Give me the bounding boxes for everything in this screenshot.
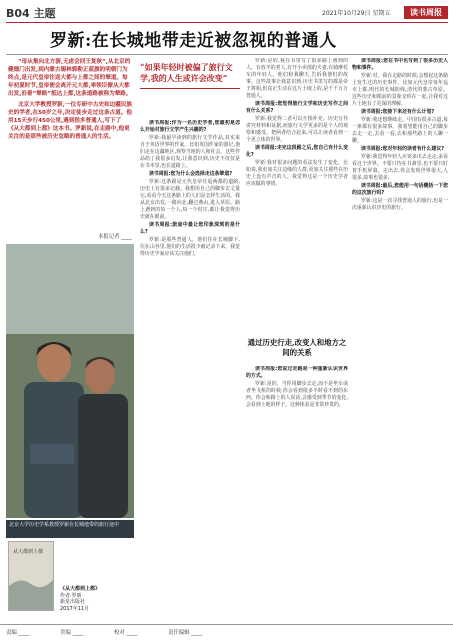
book-info [60,586,132,612]
page-header [0,0,453,24]
body-column-2 [246,58,348,334]
body-paragraph: 罗新:这是一次寻找普通人的旅行,也是一次重新认识历史的旅行。 [352,198,448,211]
lead-paragraph: “母从集向北方游,无虑会回王复秋”,从北京的健德门出发,到内蒙古锡林郭勒正蓝旗的明朝门为终点,是元代皇帝往返大都与上都之间的辇道。每年初夏时节,皇帝便会离开元大都,率领臣僚从大都出发,沿着“辇路”抵达上都,这条道路被称为辇路。 [8,59,132,97]
footer-designer: 美编 ____ [60,630,84,636]
footer-proofreader: 校对 ____ [114,630,138,636]
body-paragraph: 罗新:我还想继续走。中国有很多古道,每一条都有很多故事。我希望能用自己的脚步去走一走,去看一看,去和那些路上的人聊一聊。 [352,117,448,144]
body-paragraph: 读书周报:旅途中最让您印象深刻的是什么? [140,222,240,235]
body-paragraph: 罗新:我觉得二者可以互相补充。历史写作讲究材料和证据,而旅行文学更多的是个人的观察和感受。把两者结合起来,可以让读者看到一个更立体的世界。 [246,116,348,143]
page-section-label: B04 主题 [6,7,56,20]
body-paragraph: 读书周报:最后,您能用一句话概括一下您的这次旅行吗? [352,183,448,196]
photo-caption: 北京大学历史学系教授罗新在长城地带的旅行途中 [6,520,134,538]
body-paragraph: 读书周报:您在书中也写到了很多历史人物和事件。 [352,58,448,71]
title-rule [6,54,448,55]
footer-typesetter: 责任编辑 ____ [168,630,203,636]
body-paragraph: 读书周报:您说过走路是一种重新认识世界的方式。 [246,366,348,379]
masthead-logo: 读书周报 [404,6,448,19]
issue-date: 2021年10月29日 星期五 [322,10,391,17]
body-column-1 [140,120,240,614]
body-paragraph: 罗新:我对很多问题的看法发生了变化。比如说,我更加关注边缘的人群,更加关注那些在历史上没有声音的人。我觉得这是一个历史学者应该做的事情。 [246,160,348,187]
lead-paragraph: 北京大学教授罗新,一位专研中古史和边疆民族史的学者,在50岁之年,决定徒步走过这条古道。他用15天步行450公里,遇到很多普通人,写下了《从大都到上都》这本书。罗新说,在走路中,他更关注的是那些被历史忽略的普通人的生活。 [8,102,133,140]
body-paragraph: 读书周报:作为一名历史学者,您最初是怎么开始对旅行文学产生兴趣的? [140,120,240,133]
article-lead [8,58,132,144]
book-publisher: 新星出版社 [60,599,86,606]
body-paragraph: 罗新:是的。当你用脚步去走,而不是坐车或者坐飞机的时候,你会看到很多平时看不到的东西。你会和路上的人说话,会感受到季节的变化,会看到土地的样子。这种体验是非常珍贵的。 [246,381,348,408]
body-column-2b [246,366,348,614]
portrait-photo [6,244,134,518]
body-paragraph: 读书周报:您为什么会选择走这条辇道? [149,171,233,177]
book-cover [8,541,54,611]
body-paragraph: 读书周报:您对年轻的读者有什么建议? [361,146,445,152]
body-paragraph: 罗新:是的,我在书里写了很多路上遇到的人。有放羊的老人,有开小卖部的夫妻,有骑摩托车的年轻人。他们和我聊天,告诉我他们的故事。这些故事让我意识到,历史书里写的都是帝王将相,但真正生活在这片土地上的,是千千万万普通人。 [246,58,348,99]
body-paragraph: 罗新:是那些普通人。他们住在长城脚下,住在山谷里,他们的生活很少被记录下来。我觉得历史学家应该关注他们。 [140,237,240,257]
pull-quote-rule [140,88,240,89]
body-paragraph: 读书周报:您觉得旅行文学和历史写作之间有什么关系? [246,101,348,114]
header-rule [6,22,448,23]
body-paragraph: 读书周报:您接下来还有什么计划? [361,109,435,115]
pull-quote-block [140,62,240,116]
body-paragraph: 罗新:对。我在走路的时候,会想起这条路上发生过的历史事件。比如元代皇帝每年巡幸上都,明代的长城防线,清代的蒙古草原。这些历史和眼前的景象交织在一起,让我对这片土地有了更深的理解。 [352,73,448,107]
body-paragraph: 罗新:我觉得年轻人应该多出去走走,多看看这个世界。不要只待在书斋里,也不要只盯着手机屏幕。走出去,你会发现世界很大,人很多,故事也很多。 [352,154,448,181]
body-paragraph: 罗新:我最早读到的旅行文学作品,其实来自于英语世界的作家。比如英国作家的游记,他们走在边疆地区,观察当地的人和社会。这些作品给了我很多启发,让我意识到,历史不仅仅是在书本里,也在道路上。 [140,135,240,169]
article-title: 罗新:在长城地带走近被忽视的普通人 [50,31,337,51]
body-column-3 [352,58,448,614]
body-paragraph: 读书周报:走完这段路之后,您自己有什么变化? [246,145,348,158]
byline: 本报记者 ____ [97,234,132,240]
page-footer [0,624,453,640]
book-author: 作者:罗新 [60,592,82,599]
pull-quote: “如果年轻时被偏了旅行文学,我的人生或许会改变” [140,62,233,83]
subheading: 通过历史行走,改变人和地方之间的关系 [247,338,347,357]
footer-editor: 责编 ____ [6,630,30,636]
book-title: 《从大都到上都》 [60,586,101,592]
body-paragraph: 罗新:这条路是元代皇帝往返两都的道路,历史上有很多记载。我想用自己的脚步去丈量它,看看今天这条路上的人们是怎样生活的。我从北京出发,一路向北,翻过燕山,进入草原。路上遇到的每一个人,每一个村庄,都让我觉得历史就在眼前。 [140,179,240,220]
book-cover-title: 从大都到上都 [13,549,44,555]
book-year: 2017年11月 [60,605,90,612]
photo-illustration [6,244,134,518]
